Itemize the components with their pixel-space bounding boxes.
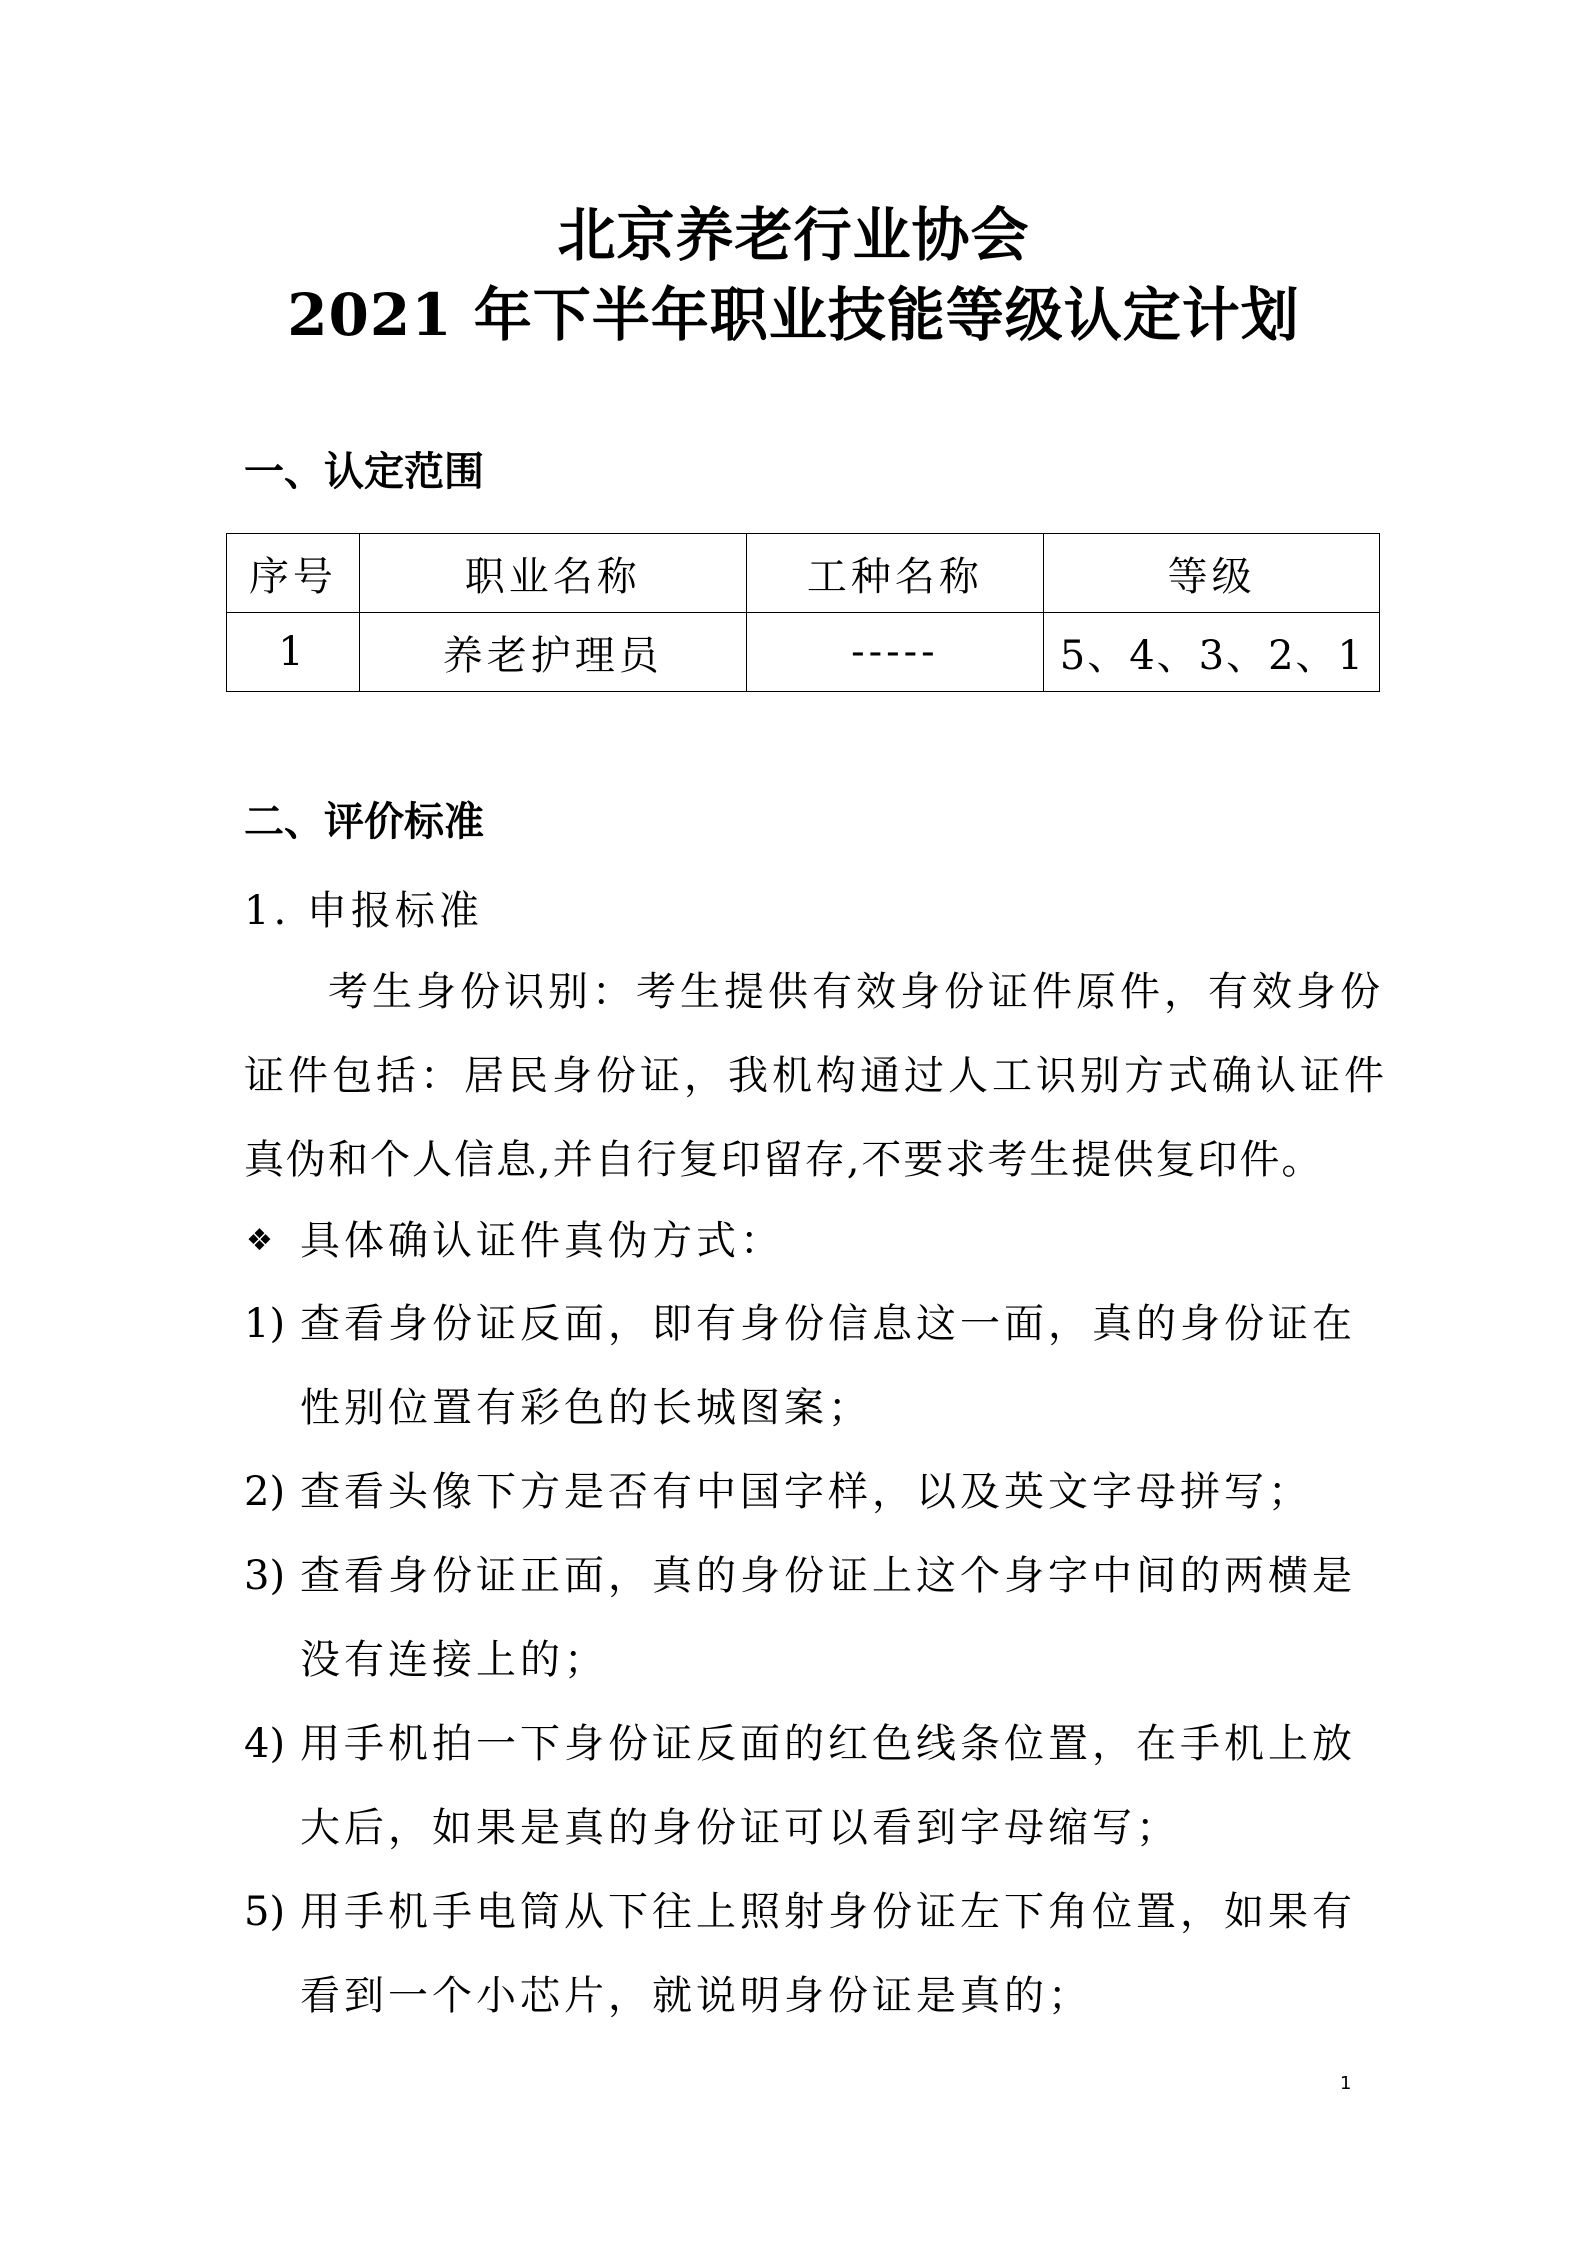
list-item-line: 用手机手电筒从下往上照射身份证左下角位置，如果有	[300, 1889, 1356, 1935]
table-header-cell: 工种名称	[746, 534, 1044, 613]
list-item-line: 用手机拍一下身份证反面的红色线条位置，在手机上放	[300, 1721, 1356, 1767]
list-item-line: 大后，如果是真的身份证可以看到字母缩写；	[300, 1805, 1180, 1851]
list-item-number: 1)	[244, 1301, 286, 1347]
paragraph-line: 考生身份识别：考生提供有效身份证件原件，有效身份	[328, 969, 1384, 1015]
bullet-text: 具体确认证件真伪方式：	[300, 1218, 784, 1264]
diamond-bullet-icon: ❖	[246, 1223, 273, 1258]
list-item-number: 2)	[244, 1469, 286, 1515]
list-item-line: 性别位置有彩色的长城图案；	[300, 1385, 872, 1431]
table-cell-grade: 5、4、3、2、1	[1044, 613, 1380, 692]
list-item-number: 3)	[244, 1553, 286, 1599]
list-item-line: 没有连接上的；	[300, 1637, 608, 1683]
document-title-plan: 2021 年下半年职业技能等级认定计划	[287, 281, 1300, 349]
list-item-line: 查看身份证正面，真的身份证上这个身字中间的两横是	[300, 1553, 1356, 1599]
list-item-number: 5)	[244, 1889, 286, 1935]
list-item-line: 看到一个小芯片，就说明身份证是真的；	[300, 1973, 1092, 2019]
paragraph-line: 证件包括：居民身份证，我机构通过人工识别方式确认证件	[244, 1053, 1388, 1099]
section-heading-scope: 一、认定范围	[244, 449, 484, 495]
table-row	[227, 613, 1380, 692]
table-cell-occupation: 养老护理员	[359, 613, 746, 692]
table-header-cell: 职业名称	[359, 534, 746, 613]
list-item-line: 查看身份证反面，即有身份信息这一面，真的身份证在	[300, 1301, 1356, 1347]
section-heading-criteria: 二、评价标准	[244, 799, 484, 845]
document-title-org: 北京养老行业协会	[557, 201, 1030, 269]
table-header-cell: 序号	[227, 534, 360, 613]
scope-table	[226, 533, 1380, 692]
table-cell-index: 1	[227, 613, 360, 692]
paragraph-line: 真伪和个人信息,并自行复印留存,不要求考生提供复印件。	[244, 1137, 1324, 1183]
subheading-application-standard: 1. 申报标准	[244, 888, 483, 934]
page-number: 1	[1340, 2073, 1352, 2094]
list-item-line: 查看头像下方是否有中国字样，以及英文字母拼写；	[300, 1469, 1312, 1515]
table-header-row	[227, 534, 1380, 613]
table-header-cell: 等级	[1044, 534, 1380, 613]
table-cell-job-type: -----	[746, 613, 1044, 692]
list-item-number: 4)	[244, 1721, 286, 1767]
